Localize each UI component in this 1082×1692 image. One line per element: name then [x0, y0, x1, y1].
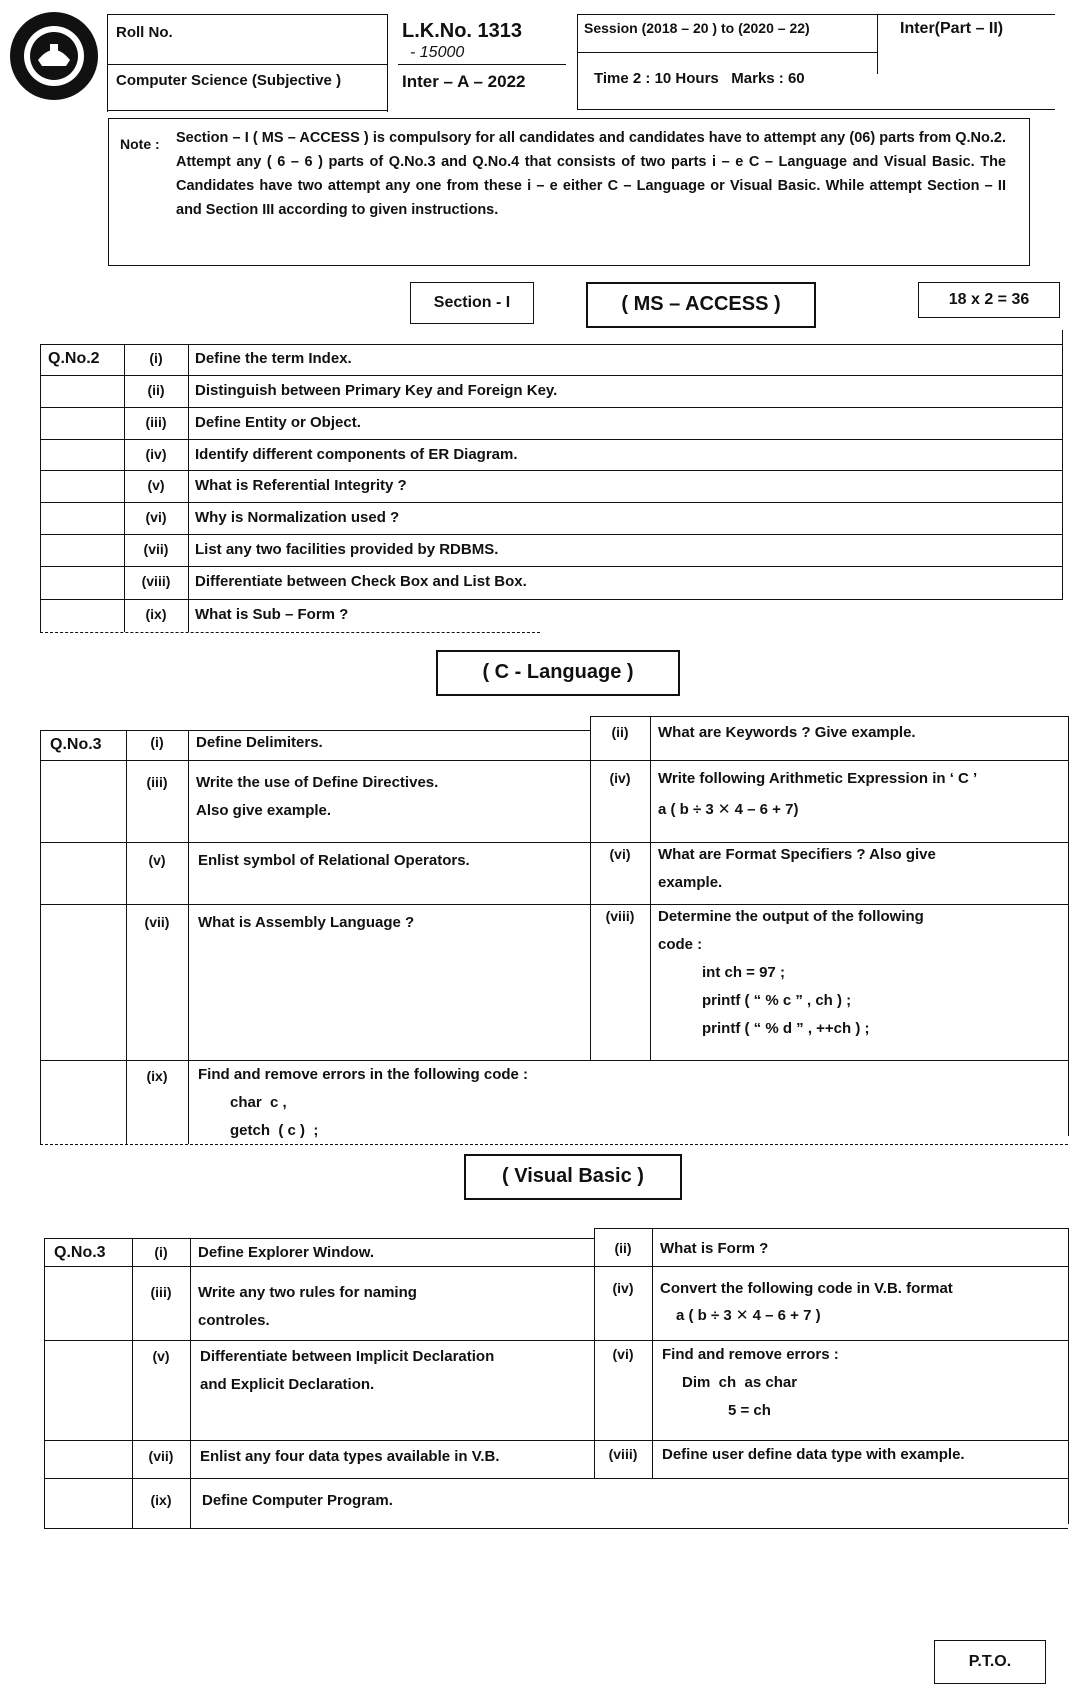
c-item-num: (ix): [146, 1068, 168, 1084]
q2-number: Q.No.2: [48, 350, 100, 367]
vb-item-num: (vi): [612, 1346, 634, 1362]
part-label: Inter(Part – II): [900, 20, 1004, 37]
c-code-line: int ch = 97 ;: [702, 964, 785, 981]
vb-item-text: Find and remove errors :: [662, 1346, 839, 1363]
vb-item-num: (i): [154, 1244, 168, 1260]
q2-item-num: (vii): [143, 541, 169, 557]
q2-item-num: (viii): [141, 573, 171, 589]
note-label: Note :: [120, 136, 160, 152]
pto-label: P.T.O.: [968, 1653, 1012, 1670]
c-item-text: Enlist symbol of Relational Operators.: [198, 852, 470, 869]
q2-item-num: (ii): [147, 382, 165, 398]
c-item-text: Define Delimiters.: [196, 734, 323, 751]
c-item-text: Find and remove errors in the following code :: [198, 1066, 529, 1083]
vb-item-num: (viii): [608, 1446, 638, 1462]
vb-item-num: (iv): [612, 1280, 634, 1296]
vb-code-line: Dim ch as char: [682, 1374, 798, 1391]
c-item-num: (v): [148, 852, 166, 868]
q3-vb-number: Q.No.3: [54, 1244, 106, 1261]
q2-item-num: (ix): [145, 606, 167, 622]
q2-item-num: (i): [149, 350, 163, 366]
c-item-text: code :: [658, 936, 703, 953]
q2-item-text: What is Referential Integrity ?: [195, 477, 407, 494]
q2-item-text: Identify different components of ER Diagram.: [195, 446, 518, 463]
q2-item-text: Distinguish between Primary Key and Foreign Key.: [195, 382, 558, 399]
section-1-title: ( MS – ACCESS ): [621, 293, 781, 315]
vb-code-line: 5 = ch: [728, 1402, 771, 1419]
c-item-num: (vi): [609, 846, 631, 862]
q2-item-text: Why is Normalization used ?: [195, 509, 400, 526]
q2-item-num: (iii): [145, 414, 167, 430]
c-item-num: (vii): [144, 914, 170, 930]
time-marks: Time 2 : 10 Hours Marks : 60: [594, 70, 805, 87]
vb-item-text: Define user define data type with example.: [662, 1446, 965, 1463]
c-item-text: a ( b ÷ 3 ✕ 4 – 6 + 7): [658, 801, 799, 818]
lk-number: L.K.No. 1313: [402, 20, 523, 42]
c-item-num: (iv): [609, 770, 631, 786]
board-seal-logo: [8, 10, 100, 102]
section-1-label: Section - I: [433, 294, 511, 311]
q2-item-num: (vi): [145, 509, 167, 525]
c-item-text: Determine the output of the following: [658, 908, 924, 925]
q2-item-text: List any two facilities provided by RDBMS.: [195, 541, 499, 558]
c-language-title: ( C - Language ): [482, 661, 634, 683]
visual-basic-title: ( Visual Basic ): [502, 1165, 644, 1187]
vb-item-text: Enlist any four data types available in V.B.: [200, 1448, 500, 1465]
vb-item-text: a ( b ÷ 3 ✕ 4 – 6 + 7 ): [676, 1307, 821, 1324]
vb-item-num: (iii): [150, 1284, 172, 1300]
c-item-text: What are Format Specifiers ? Also give: [658, 846, 936, 863]
lk-number-handwritten: - 15000: [410, 44, 465, 61]
vb-item-text: Convert the following code in V.B. format: [660, 1280, 953, 1297]
vb-item-num: (ii): [614, 1240, 632, 1256]
q2-item-text: Differentiate between Check Box and List Box.: [195, 573, 527, 590]
vb-item-text: Define Computer Program.: [202, 1492, 393, 1509]
c-item-num: (viii): [605, 908, 635, 924]
vb-item-text: and Explicit Declaration.: [200, 1376, 375, 1393]
vb-item-num: (vii): [148, 1448, 174, 1464]
c-item-text: Also give example.: [196, 802, 332, 819]
vb-item-text: What is Form ?: [660, 1240, 769, 1257]
c-item-text: Write following Arithmetic Expression in ‘ C ’: [658, 770, 978, 787]
vb-item-text: Define Explorer Window.: [198, 1244, 374, 1261]
c-item-text: What is Assembly Language ?: [198, 914, 415, 931]
vb-item-num: (ix): [150, 1492, 172, 1508]
exam-code: Inter – A – 2022: [402, 72, 526, 91]
session: Session (2018 – 20 ) to (2020 – 22): [584, 20, 810, 36]
q2-item-text: Define the term Index.: [195, 350, 352, 367]
note-text: Section – I ( MS – ACCESS ) is compulsory for all candidates and candidates have to attempt any (06) parts from Q.No.2. Attempt any ( 6 – 6 ) parts of Q.No.3 and Q.No.4 that consists of two parts i – e C – Language and Visual Basic. The Candidates have two attempt any one from these i – e either C – Language or Visual Basic. While attempt Section – II and Section III according to given instructions.: [176, 130, 1006, 218]
q3-c-number: Q.No.3: [50, 736, 102, 753]
vb-item-text: controles.: [198, 1312, 270, 1329]
c-item-num: (ii): [611, 724, 629, 740]
c-item-text: example.: [658, 874, 723, 891]
roll-no-label: Roll No.: [116, 24, 173, 41]
c-item-text: Write the use of Define Directives.: [196, 774, 439, 791]
section-1-marks: 18 x 2 = 36: [948, 291, 1030, 308]
c-code-line: getch ( c ) ;: [230, 1122, 319, 1139]
vb-item-num: (v): [152, 1348, 170, 1364]
subject-name: Computer Science (Subjective ): [116, 72, 342, 89]
c-item-num: (iii): [146, 774, 168, 790]
q2-item-num: (iv): [145, 446, 167, 462]
q2-item-num: (v): [147, 477, 165, 493]
vb-item-text: Differentiate between Implicit Declaration: [200, 1348, 495, 1365]
c-code-line: char c ,: [230, 1094, 287, 1111]
c-item-text: What are Keywords ? Give example.: [658, 724, 916, 741]
c-item-num: (i): [150, 734, 164, 750]
c-code-line: printf ( “ % d ” , ++ch ) ;: [702, 1020, 870, 1037]
q2-item-text: What is Sub – Form ?: [195, 606, 349, 623]
vb-item-text: Write any two rules for naming: [198, 1284, 417, 1301]
q2-item-text: Define Entity or Object.: [195, 414, 361, 431]
c-code-line: printf ( “ % c ” , ch ) ;: [702, 992, 852, 1009]
